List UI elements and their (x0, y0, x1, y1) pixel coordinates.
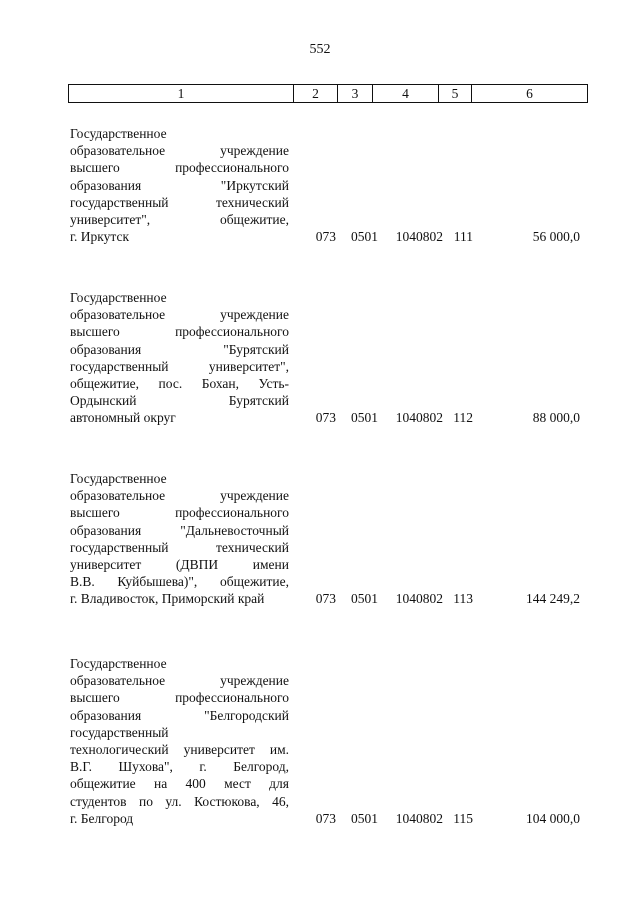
section-code: 0501 (351, 229, 378, 244)
table-row (70, 289, 590, 429)
name-line: Ордынский Бурятский (70, 393, 289, 409)
name-line: образования "Дальневосточный (70, 522, 289, 538)
name-line: В.Г. Шухова", г. Белгород, (70, 759, 289, 775)
target-article-code: 1040802 (395, 229, 443, 244)
institution-name (70, 655, 289, 827)
chapter-code: 073 (315, 410, 336, 425)
name-line: В.В. Куйбышева)", общежитие, (70, 574, 289, 590)
name-line: общежитие на 400 мест для (70, 776, 289, 792)
name-line: г. Иркутск (70, 229, 129, 245)
expense-kind-code: 113 (453, 591, 473, 606)
name-line: Государственное (70, 656, 167, 671)
expense-kind-code: 111 (453, 229, 473, 244)
name-line: университет", общежитие, (70, 212, 289, 228)
name-line: государственный университет", (70, 358, 289, 374)
name-line: образования "Белгородский (70, 707, 289, 723)
column-header-2: 2 (294, 85, 338, 102)
column-header-6: 6 (526, 86, 533, 101)
table-row (70, 470, 590, 610)
name-line: образования "Иркутский (70, 177, 289, 193)
section-code: 0501 (351, 410, 378, 425)
name-line: высшего профессионального (70, 324, 289, 340)
name-line: г. Владивосток, Приморский край (70, 591, 265, 607)
column-header-4: 4 (373, 85, 439, 102)
table-row (70, 655, 590, 830)
column-header-3: 3 (338, 85, 373, 102)
name-line: Государственное (70, 471, 167, 486)
table-row (70, 125, 590, 249)
amount: 88 000,0 (532, 410, 580, 425)
amount: 144 249,2 (526, 591, 580, 606)
name-line: Государственное (70, 126, 167, 141)
name-line: образовательное учреждение (70, 307, 289, 323)
name-line: технологический университет им. (70, 742, 289, 758)
target-article-code: 1040802 (395, 811, 443, 826)
page-number: 552 (309, 42, 331, 57)
expense-kind-code: 115 (453, 811, 473, 826)
name-line: университет (ДВПИ имени (70, 557, 289, 573)
name-line: государственный технический (70, 194, 289, 210)
chapter-code: 073 (315, 591, 336, 606)
name-line: общежитие, пос. Бохан, Усть- (70, 376, 289, 392)
target-article-code: 1040802 (395, 591, 443, 606)
amount: 104 000,0 (526, 811, 580, 826)
name-line: образовательное учреждение (70, 143, 289, 159)
name-line: образования "Бурятский (70, 341, 289, 357)
section-code: 0501 (351, 591, 378, 606)
chapter-code: 073 (315, 811, 336, 826)
name-line: Государственное (70, 290, 167, 305)
column-header-row (68, 84, 588, 103)
chapter-code: 073 (315, 229, 336, 244)
expense-kind-code: 112 (453, 410, 473, 425)
name-line: государственный технический (70, 539, 289, 555)
column-header-1: 1 (69, 85, 294, 102)
name-line: автономный округ (70, 410, 176, 426)
institution-name (70, 470, 289, 608)
section-code: 0501 (351, 811, 378, 826)
name-line: образовательное учреждение (70, 488, 289, 504)
name-line: высшего профессионального (70, 160, 289, 176)
amount: 56 000,0 (532, 229, 580, 244)
name-line: высшего профессионального (70, 690, 289, 706)
name-line: г. Белгород (70, 810, 134, 826)
institution-name (70, 125, 289, 245)
name-line: студентов по ул. Костюкова, 46, (70, 793, 289, 809)
target-article-code: 1040802 (395, 410, 443, 425)
name-line: государственный (70, 724, 169, 740)
name-line: высшего профессионального (70, 505, 289, 521)
name-line: образовательное учреждение (70, 673, 289, 689)
institution-name (70, 289, 289, 427)
column-header-5: 5 (439, 85, 472, 102)
